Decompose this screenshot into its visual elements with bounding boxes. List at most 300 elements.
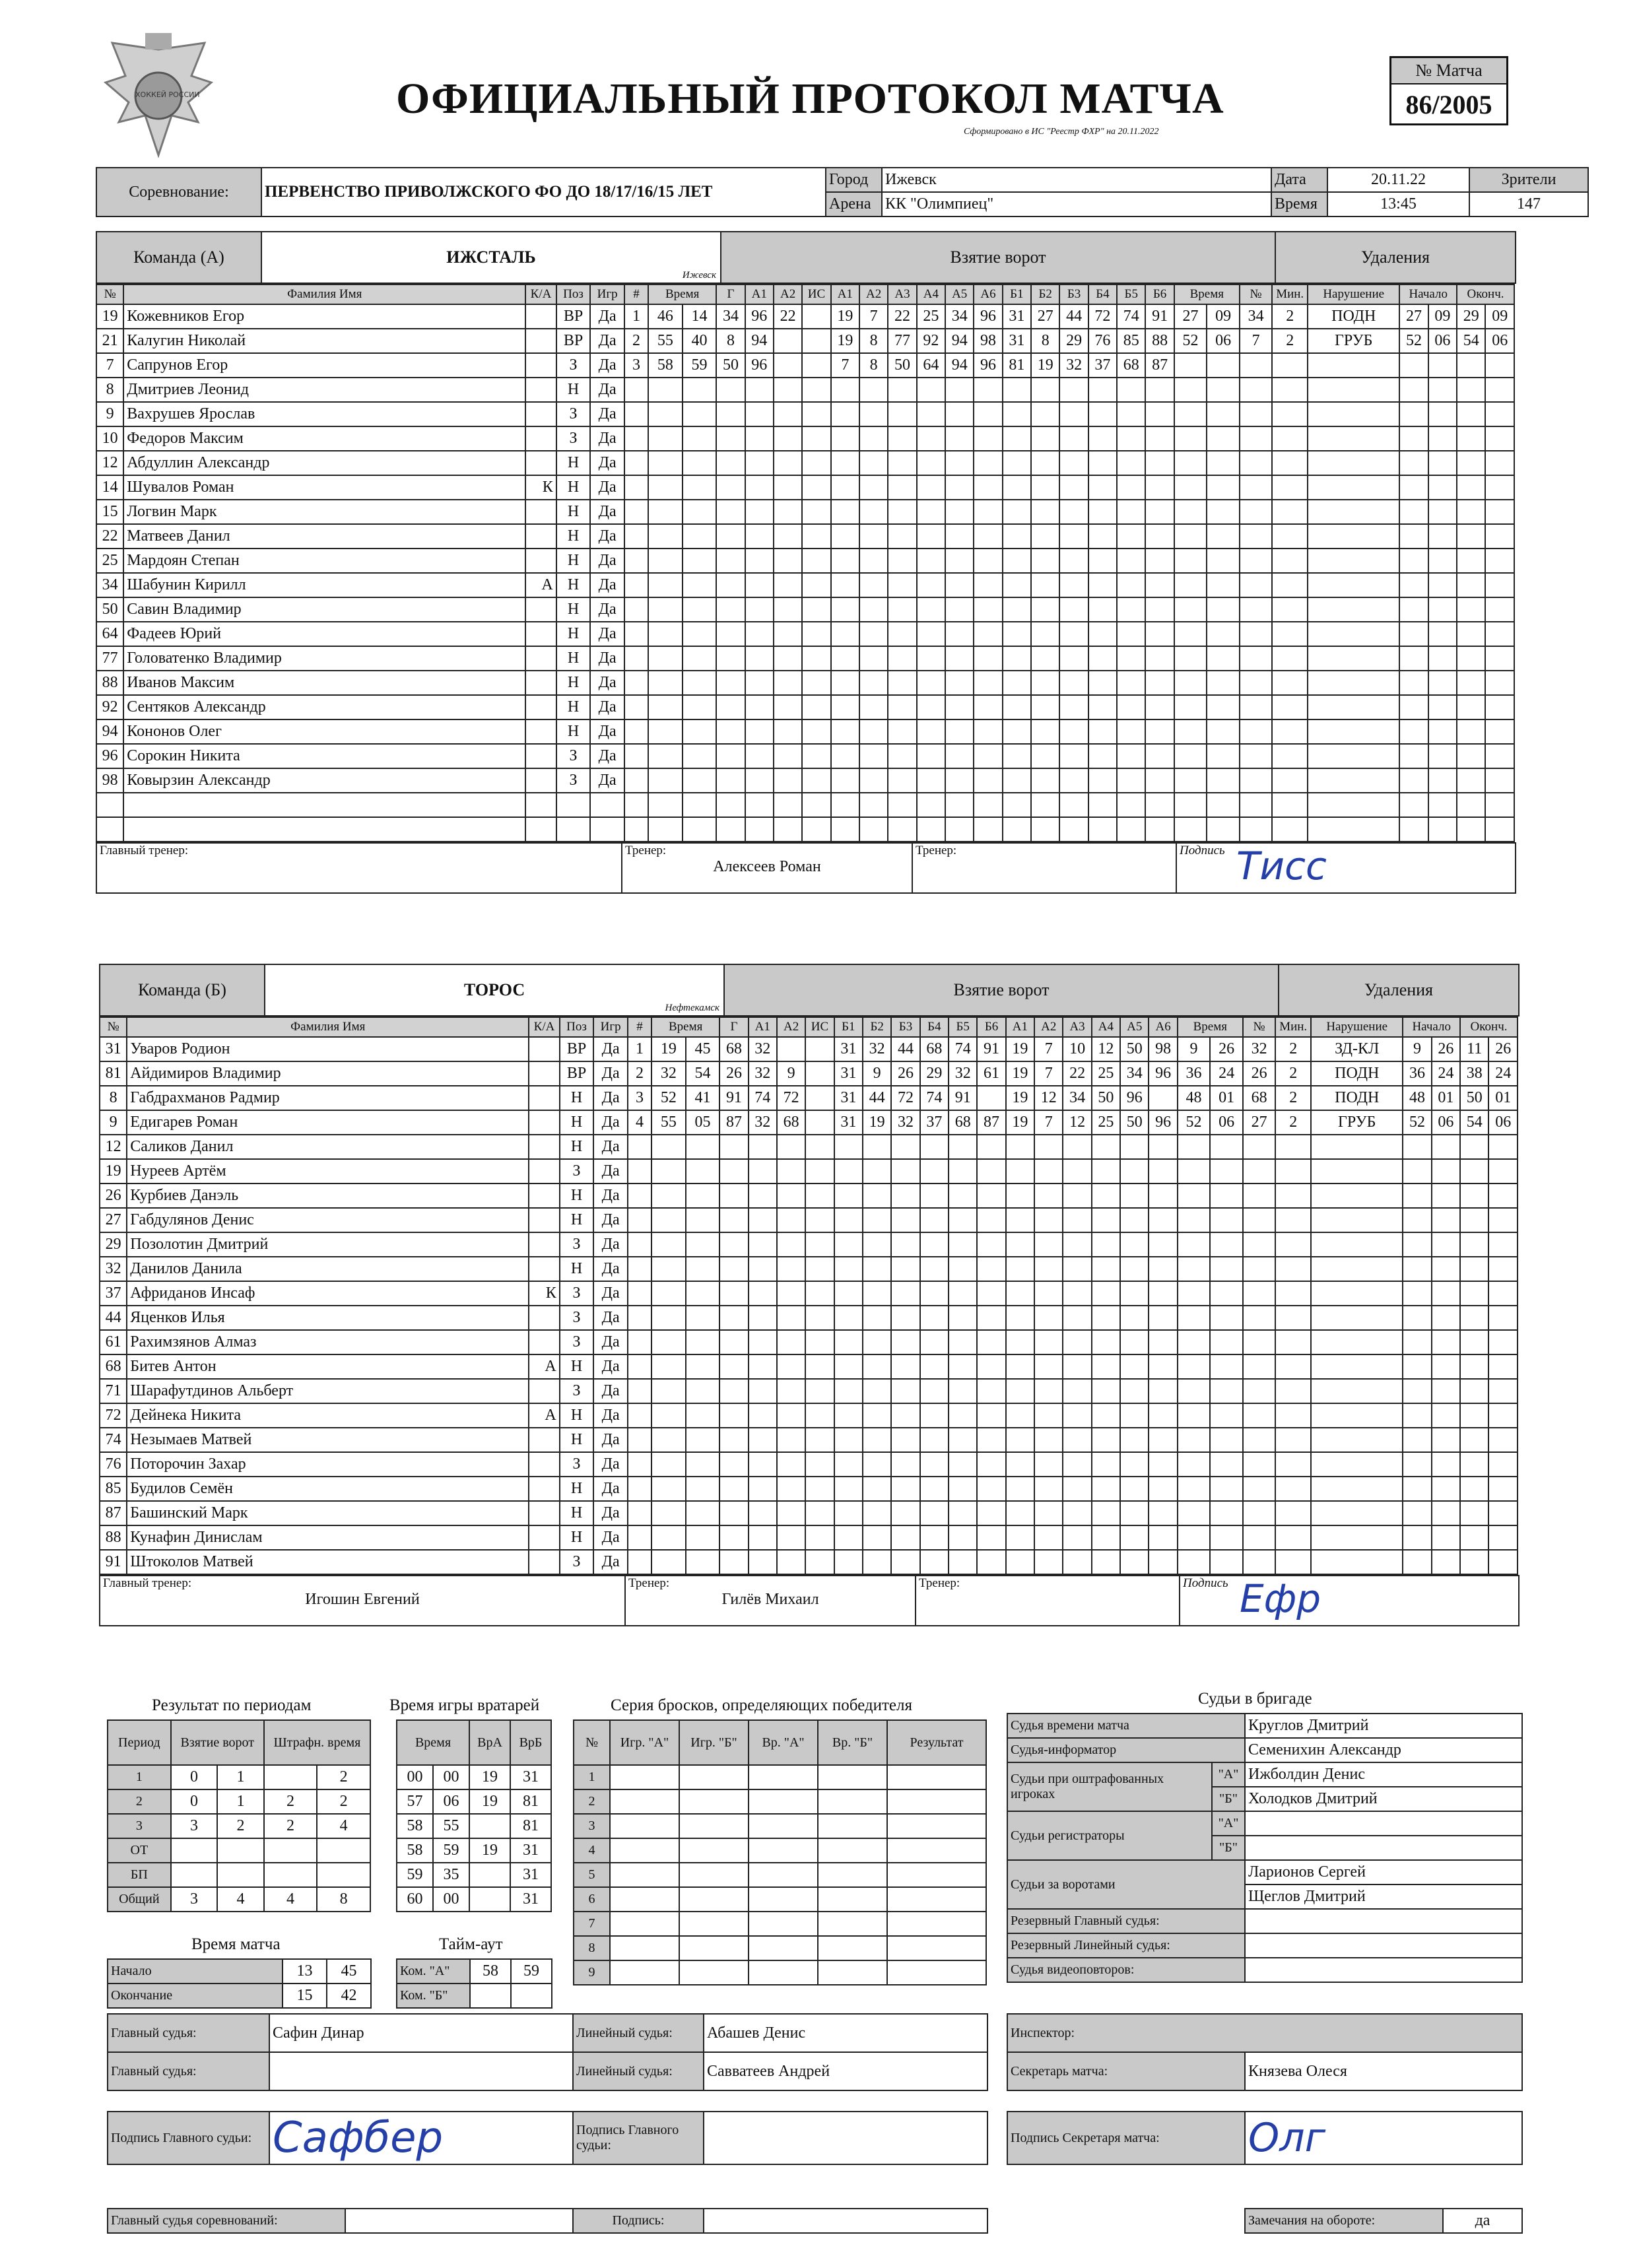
empty-goal-cell [834, 1159, 863, 1184]
empty-goal-cell [1006, 1501, 1034, 1525]
empty-goal-cell [651, 1379, 686, 1403]
player-number: 88 [100, 1525, 127, 1550]
empty-goal-cell [949, 1184, 977, 1208]
empty-pen-cell [1272, 426, 1308, 451]
empty-goal-cell [805, 1477, 834, 1501]
player-name: Битев Антон [127, 1354, 529, 1379]
empty-goal-cell [805, 1428, 834, 1452]
pen-start-sec: 06 [1432, 1110, 1460, 1135]
empty-goal-cell [888, 524, 916, 549]
empty-goal-cell [1120, 1257, 1149, 1281]
player-name: Шарафутдинов Альберт [127, 1379, 529, 1403]
player-number: 77 [96, 646, 123, 671]
on-ice-own: 19 [831, 329, 859, 353]
player-captain [529, 1257, 559, 1281]
empty-goal-cell [686, 1501, 720, 1525]
player-name: Логвин Марк [123, 500, 525, 524]
empty-goal-cell [977, 1135, 1005, 1159]
empty-goal-cell [1088, 524, 1117, 549]
player-name: Иванов Максим [123, 671, 525, 695]
empty-goal-cell [977, 1159, 1005, 1184]
empty-goal-cell [1145, 646, 1174, 671]
empty-goal-cell [1117, 622, 1145, 646]
table-row [574, 1960, 986, 1985]
empty-pen-cell [1460, 1477, 1488, 1501]
pen-second: 06 [1207, 329, 1240, 353]
registrar-a-tag: "А" [1212, 1811, 1245, 1836]
empty-goal-cell [834, 1525, 863, 1550]
on-ice-opp: 91 [1145, 304, 1174, 329]
col-on-ice-opp: Б4 [1088, 284, 1117, 304]
empty-goal-cell [920, 1354, 949, 1379]
empty-goal-cell [624, 719, 648, 744]
shootout-cell [610, 1789, 679, 1814]
table-row [96, 549, 1514, 573]
player-played: Да [593, 1086, 628, 1110]
empty-goal-cell [863, 1306, 891, 1330]
empty-goal-cell [628, 1257, 651, 1281]
empty-pen-cell [1178, 1379, 1211, 1403]
pen-second: 26 [1210, 1037, 1243, 1061]
empty-goal-cell [945, 744, 974, 768]
empty-pen-cell [1399, 353, 1428, 378]
empty-goal-cell [777, 1135, 805, 1159]
pen-start-min: 52 [1403, 1110, 1431, 1135]
team-name-cell [265, 964, 724, 1016]
linesman-label: Линейный судья: [573, 2014, 704, 2052]
empty-pen-cell [1207, 426, 1240, 451]
player-position: З [560, 1159, 594, 1184]
on-ice-own: 91 [949, 1086, 977, 1110]
empty-goal-cell [1092, 1135, 1120, 1159]
empty-goal-cell [1059, 768, 1088, 793]
empty-goal-cell [1149, 1184, 1177, 1208]
empty-goal-cell [974, 646, 1002, 671]
player-position: Н [556, 475, 591, 500]
empty-goal-cell [624, 378, 648, 402]
player-number: 25 [96, 549, 123, 573]
chief-referee-table [107, 2208, 988, 2234]
on-ice-opp: 50 [1120, 1110, 1149, 1135]
player-played: Да [593, 1061, 628, 1086]
empty-goal-cell [917, 378, 945, 402]
shootout-cell [818, 1765, 887, 1789]
empty-pen-cell [1174, 549, 1207, 573]
player-played: Да [593, 1110, 628, 1135]
date-label: Дата [1271, 168, 1327, 192]
empty-goal-cell [1003, 549, 1031, 573]
empty-goal-cell [1003, 719, 1031, 744]
empty-goal-cell [1003, 671, 1031, 695]
player-played: Да [593, 1208, 628, 1232]
shootout-cell [749, 1912, 818, 1936]
table-row [397, 1887, 551, 1912]
empty-pen-cell [1308, 500, 1399, 524]
empty-pen-cell [1432, 1330, 1460, 1354]
player-number: 26 [100, 1184, 127, 1208]
on-ice-opp: 72 [1088, 304, 1117, 329]
empty-goal-cell [624, 402, 648, 426]
empty-goal-cell [745, 817, 774, 842]
empty-goal-cell [774, 695, 802, 719]
empty-goal-cell [863, 1452, 891, 1477]
empty-goal-cell [974, 695, 1002, 719]
player-name: Федоров Максим [123, 426, 525, 451]
player-position: Н [556, 622, 591, 646]
empty-goal-cell [1120, 1232, 1149, 1257]
on-ice-own: 26 [891, 1061, 919, 1086]
periods-col-goals: Взятие ворот [171, 1720, 264, 1765]
goalie-second: 00 [433, 1887, 469, 1912]
timeout-a-sec: 59 [511, 1959, 552, 1984]
empty-goal-cell [1092, 1184, 1120, 1208]
empty-goal-cell [628, 1379, 651, 1403]
player-position: Н [560, 1428, 594, 1452]
registrar-judges-label: Судьи регистраторы [1007, 1811, 1212, 1860]
goal-situation [805, 1037, 834, 1061]
empty-goal-cell [1149, 1232, 1177, 1257]
empty-goal-cell [774, 719, 802, 744]
empty-pen-cell [1488, 1428, 1518, 1452]
empty-goal-cell [834, 1281, 863, 1306]
on-ice-own: 94 [945, 329, 974, 353]
empty-goal-cell [945, 549, 974, 573]
empty-pen-cell [1403, 1306, 1431, 1330]
match-start-min: 45 [327, 1959, 371, 1984]
empty-goal-cell [863, 1477, 891, 1501]
table-row [574, 1838, 986, 1863]
empty-goal-cell [719, 1525, 748, 1550]
player-name: Башинский Марк [127, 1501, 529, 1525]
empty-goal-cell [1149, 1281, 1177, 1306]
empty-goal-cell [891, 1428, 919, 1452]
empty-goal-cell [745, 646, 774, 671]
empty-goal-cell [1063, 1428, 1091, 1452]
empty-goal-cell [1059, 475, 1088, 500]
empty-goal-cell [888, 671, 916, 695]
empty-goal-cell [1034, 1159, 1063, 1184]
empty-pen-cell [1460, 1257, 1488, 1281]
empty-pen-cell [1178, 1208, 1211, 1232]
empty-goal-cell [1059, 719, 1088, 744]
goal-second: 41 [686, 1086, 720, 1110]
empty-pen-cell [1275, 1184, 1311, 1208]
empty-goal-cell [1031, 817, 1059, 842]
empty-pen-cell [1272, 500, 1308, 524]
goal-situation [802, 304, 830, 329]
empty-goal-cell [834, 1501, 863, 1525]
player-played: Да [590, 646, 624, 671]
empty-goal-cell [1059, 402, 1088, 426]
col-on-ice-opp: А1 [1006, 1017, 1034, 1037]
goal-scorer: 34 [716, 304, 745, 329]
empty-pen-cell [1311, 1403, 1403, 1428]
goalie-second: 00 [433, 1765, 469, 1789]
goalie-col-b: ВрБ [510, 1720, 551, 1765]
empty-goal-cell [1092, 1281, 1120, 1306]
empty-pen-cell [1210, 1281, 1243, 1306]
empty-pen-cell [1403, 1550, 1431, 1574]
player-captain [525, 329, 556, 353]
empty-goal-cell [831, 402, 859, 426]
pen-minute: 52 [1174, 329, 1207, 353]
player-name: Позолотин Дмитрий [127, 1232, 529, 1257]
player-name: Незымаев Матвей [127, 1428, 529, 1452]
player-played: Да [593, 1525, 628, 1550]
empty-goal-cell [977, 1403, 1005, 1428]
secretary-signature-text: Олг [1248, 2115, 1326, 2161]
player-played: Да [593, 1501, 628, 1525]
col-pen-num: № [1243, 1017, 1276, 1037]
penalty-judge-a: Ижболдин Денис [1245, 1762, 1522, 1787]
pen-end-min: 29 [1457, 304, 1485, 329]
empty-pen-cell [1460, 1501, 1488, 1525]
empty-goal-cell [1031, 402, 1059, 426]
on-ice-opp: 96 [1120, 1086, 1149, 1110]
empty-goal-cell [1117, 524, 1145, 549]
pen-minutes: 2 [1272, 329, 1308, 353]
empty-pen-cell [1403, 1281, 1431, 1306]
empty-goal-cell [1059, 500, 1088, 524]
empty-goal-cell [863, 1330, 891, 1354]
empty-goal-cell [774, 378, 802, 402]
empty-goal-cell [863, 1428, 891, 1452]
on-ice-own: 34 [945, 304, 974, 329]
player-name: Кожевников Егор [123, 304, 525, 329]
goal-second: 54 [686, 1061, 720, 1086]
table-row [100, 1208, 1518, 1232]
col-on-ice-own: А5 [945, 284, 974, 304]
match-end-label: Окончание [108, 1984, 283, 2008]
player-captain [525, 304, 556, 329]
goal-assist-2: 9 [777, 1061, 805, 1086]
empty-goal-cell [686, 1452, 720, 1477]
empty-goal-cell [1149, 1379, 1177, 1403]
arena-value: КК "Олимпиец" [882, 192, 1271, 217]
player-number: 61 [100, 1330, 127, 1354]
empty-goal-cell [777, 1208, 805, 1232]
on-ice-opp [1149, 1086, 1177, 1110]
registrar-b-tag: "Б" [1212, 1836, 1245, 1860]
empty-goal-cell [648, 573, 683, 597]
empty-pen-cell [1488, 1159, 1518, 1184]
empty-pen-cell [1399, 597, 1428, 622]
empty-goal-cell [1088, 500, 1117, 524]
empty-pen-cell [1174, 768, 1207, 793]
empty-goal-cell [777, 1403, 805, 1428]
empty-goal-cell [683, 402, 717, 426]
empty-pen-cell [1308, 475, 1399, 500]
player-position: З [560, 1281, 594, 1306]
empty-goal-cell [628, 1135, 651, 1159]
empty-pen-cell [1275, 1306, 1311, 1330]
period-name: БП [108, 1863, 171, 1887]
player-name: Сапрунов Егор [123, 353, 525, 378]
empty-goal-cell [917, 475, 945, 500]
col-pen-violation: Нарушение [1308, 284, 1399, 304]
empty-pen-cell [1403, 1232, 1431, 1257]
on-ice-opp: 8 [1031, 329, 1059, 353]
empty-goal-cell [624, 500, 648, 524]
empty-goal-cell [888, 451, 916, 475]
player-position: З [560, 1452, 594, 1477]
player-number: 10 [96, 426, 123, 451]
goal-situation [802, 353, 830, 378]
empty-goal-cell [831, 817, 859, 842]
empty-goal-cell [1003, 402, 1031, 426]
empty-goal-cell [651, 1281, 686, 1306]
empty-goal-cell [745, 695, 774, 719]
empty-goal-cell [719, 1477, 748, 1501]
empty-goal-cell [719, 1159, 748, 1184]
generated-note: Сформировано в ИС "Реестр ФХР" на 20.11.2022 [964, 127, 1159, 137]
empty-goal-cell [1006, 1525, 1034, 1550]
empty-goal-cell [1120, 1452, 1149, 1477]
player-position: Н [560, 1208, 594, 1232]
empty-pen-cell [1275, 1232, 1311, 1257]
player-number: 81 [100, 1061, 127, 1086]
empty-pen-cell [1432, 1403, 1460, 1428]
empty-pen-cell [1460, 1452, 1488, 1477]
on-ice-opp: 34 [1063, 1086, 1091, 1110]
reserve-main [1245, 1909, 1522, 1933]
pen-start-min: 52 [1399, 329, 1428, 353]
player-played: Да [593, 1330, 628, 1354]
player-played: Да [590, 524, 624, 549]
goalie-minute: 58 [397, 1838, 433, 1863]
player-played: Да [590, 744, 624, 768]
on-ice-own: 74 [920, 1086, 949, 1110]
empty-goal-cell [834, 1379, 863, 1403]
main-referee-label-2: Главный судья: [108, 2052, 269, 2090]
chief-referee-label: Главный судья соревнований: [108, 2209, 345, 2233]
empty-goal-cell [745, 451, 774, 475]
empty-pen-cell [1428, 671, 1457, 695]
timeout-a-label: Ком. "А" [397, 1959, 470, 1984]
player-number: 88 [96, 671, 123, 695]
empty-goal-cell [920, 1184, 949, 1208]
empty-goal-cell [628, 1452, 651, 1477]
shootout-cell [887, 1789, 986, 1814]
empty-goal-cell [859, 817, 888, 842]
match-end-min: 42 [327, 1984, 371, 2008]
empty-goal-cell [805, 1501, 834, 1525]
empty-pen-cell [1457, 475, 1485, 500]
empty-pen-cell [1207, 719, 1240, 744]
on-ice-own: 19 [831, 304, 859, 329]
on-ice-opp: 22 [1063, 1061, 1091, 1086]
player-number: 37 [100, 1281, 127, 1306]
table-row [397, 1765, 551, 1789]
empty-goal-cell [945, 573, 974, 597]
empty-goal-cell [977, 1208, 1005, 1232]
empty-goal-cell [716, 378, 745, 402]
empty-goal-cell [719, 1379, 748, 1403]
empty-goal-cell [1059, 793, 1088, 817]
coach-cell [622, 843, 912, 893]
period-goals-a: 3 [171, 1887, 218, 1912]
empty-pen-cell [1311, 1452, 1403, 1477]
on-ice-opp: 12 [1092, 1037, 1120, 1061]
empty-goal-cell [1120, 1184, 1149, 1208]
player-captain [529, 1477, 559, 1501]
col-on-ice-opp: А2 [1034, 1017, 1063, 1037]
on-ice-own: 31 [834, 1037, 863, 1061]
player-number: 50 [96, 597, 123, 622]
periods-col-pim: Штрафн. время [264, 1720, 370, 1765]
empty-goal-cell [805, 1379, 834, 1403]
player-captain [529, 1330, 559, 1354]
empty-pen-cell [1311, 1184, 1403, 1208]
empty-pen-cell [1399, 817, 1428, 842]
empty-pen-cell [1311, 1550, 1403, 1574]
logo-text: ХОККЕЙ РОССИИ [135, 90, 200, 99]
team-roster-table [96, 284, 1515, 842]
empty-goal-cell [802, 671, 830, 695]
player-position: Н [556, 646, 591, 671]
pen-end-sec: 06 [1485, 329, 1514, 353]
goalie-col-time: Время [397, 1720, 469, 1765]
empty-goal-cell [1031, 524, 1059, 549]
empty-goal-cell [1092, 1208, 1120, 1232]
empty-goal-cell [805, 1306, 834, 1330]
penalties-heading: Удаления [1275, 232, 1516, 283]
head-coach-label: Главный тренер: [103, 1576, 192, 1590]
goal-situation [805, 1110, 834, 1135]
player-played: Да [590, 549, 624, 573]
empty-goal-cell [920, 1501, 949, 1525]
match-time-table [107, 1958, 372, 2009]
empty-goal-cell [920, 1159, 949, 1184]
empty-pen-cell [1243, 1452, 1276, 1477]
goal-minute: 52 [651, 1086, 686, 1110]
empty-goal-cell [831, 573, 859, 597]
on-ice-own: 72 [891, 1086, 919, 1110]
player-played: Да [593, 1550, 628, 1574]
empty-goal-cell [977, 1379, 1005, 1403]
pen-minutes: 2 [1275, 1037, 1311, 1061]
table-row [96, 475, 1514, 500]
empty-pen-cell [1488, 1403, 1518, 1428]
empty-goal-cell [624, 573, 648, 597]
on-ice-opp: 19 [1006, 1037, 1034, 1061]
on-ice-opp: 44 [1059, 304, 1088, 329]
empty-goal-cell [977, 1525, 1005, 1550]
table-row [108, 1887, 370, 1912]
player-name: Нуреев Артём [127, 1159, 529, 1184]
empty-goal-cell [716, 719, 745, 744]
empty-goal-cell [888, 744, 916, 768]
empty-goal-cell [1006, 1159, 1034, 1184]
shootout-cell [679, 1789, 749, 1814]
empty-goal-cell [949, 1306, 977, 1330]
table-row [397, 1863, 551, 1887]
empty-pen-cell [1275, 1330, 1311, 1354]
empty-goal-cell [628, 1184, 651, 1208]
on-ice-own: 74 [949, 1037, 977, 1061]
pen-violation: ЗД-КЛ [1311, 1037, 1403, 1061]
empty-goal-cell [834, 1550, 863, 1574]
empty-goal-cell [831, 768, 859, 793]
empty-goal-cell [1117, 744, 1145, 768]
shootout-cell [887, 1838, 986, 1863]
empty-goal-cell [1006, 1428, 1034, 1452]
empty-pen-cell [1432, 1281, 1460, 1306]
empty-goal-cell [1145, 597, 1174, 622]
empty-goal-cell [686, 1477, 720, 1501]
empty-goal-cell [1092, 1452, 1120, 1477]
col-assist-2: А2 [774, 284, 802, 304]
